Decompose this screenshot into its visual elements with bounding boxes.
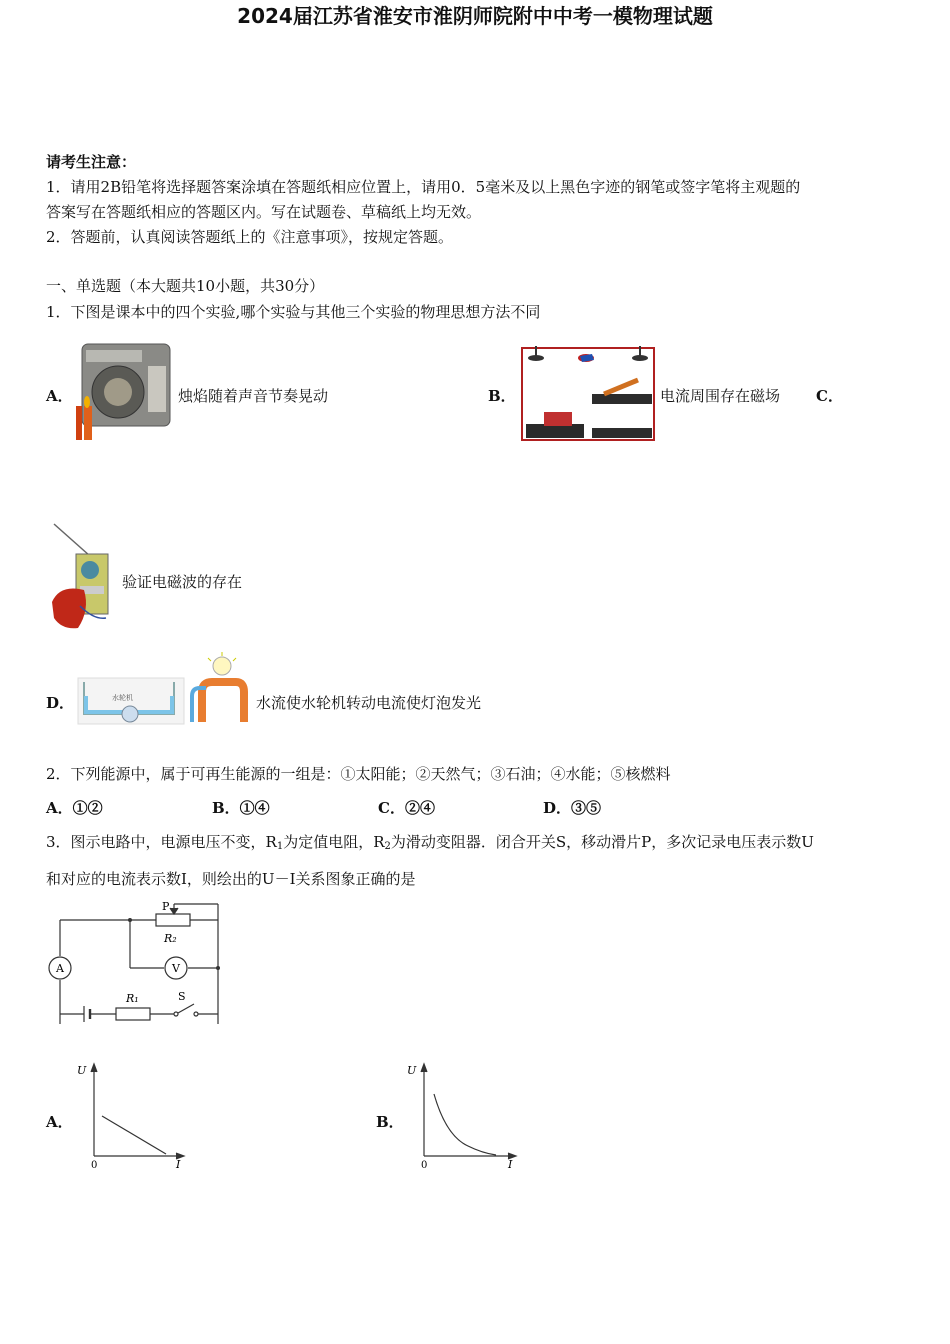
circuit-label-p: P: [162, 900, 170, 913]
question-3-stem-line-2: 和对应的电流表示数I，则绘出的U－I关系图象正确的是: [46, 870, 416, 888]
circuit-label-r1: R₁: [126, 992, 139, 1005]
q1-option-a-label: A．: [46, 387, 73, 405]
graph-b-axis-i: I: [508, 1158, 513, 1171]
notice-line-2: 2．答题前，认真阅读答题纸上的《注意事项》，按规定答题。: [46, 228, 454, 246]
graph-a: [74, 1060, 188, 1172]
graph-a-origin: 0: [91, 1160, 98, 1171]
q1-option-a-text: 烛焰随着声音节奏晃动: [178, 387, 329, 405]
q1-option-b-text: 电流周围存在磁场: [660, 387, 781, 405]
q2-option-d: D．③⑤: [543, 799, 602, 817]
graph-b-origin: 0: [421, 1160, 428, 1171]
graph-a-axis-i: I: [176, 1158, 181, 1171]
q1-option-d-label: D．: [46, 694, 75, 712]
turbine-label: 水轮机: [112, 694, 133, 702]
question-3-stem: 3．图示电路中，电源电压不变，$R_1$为定值电阻，$R_2$为滑动变阻器．闭合开关S，移动滑片P，多次记录电压表示数U: [46, 833, 814, 852]
notice-line-1b: 答案写在答题纸相应的答题区内。写在试题卷、草稿纸上均无效。: [46, 203, 482, 221]
question-2-stem: 2．下列能源中，属于可再生能源的一组是：①太阳能；②天然气；③石油；④水能；⑤核燃料: [46, 765, 671, 783]
page-title: 2024届江苏省淮安市淮阴师院附中中考一模物理试题: [237, 4, 713, 28]
notice-heading: 请考生注意：: [46, 153, 137, 171]
question-1-stem: 1．下图是课本中的四个实验,哪个实验与其他三个实验的物理思想方法不同: [46, 303, 541, 321]
circuit-label-s: S: [178, 990, 186, 1003]
graph-b: [404, 1060, 520, 1172]
q2-option-b: B．①④: [212, 799, 270, 817]
voltmeter-label: V: [172, 962, 180, 975]
graph-a-axis-u: U: [77, 1064, 87, 1077]
q1-option-b-label: B．: [488, 387, 516, 405]
notice-line-1: 1．请用2B铅笔将选择题答案涂填在答题纸相应位置上，请用0．5毫米及以上黑色字迹的钢笔或签字笔将主观题的: [46, 178, 801, 196]
q3-option-a-label: A．: [46, 1113, 73, 1131]
section-heading: 一、单选题（本大题共10小题，共30分）: [46, 277, 325, 295]
q1-option-c-label: C．: [816, 387, 843, 405]
radio-wave-figure: [50, 520, 116, 632]
q1-option-d-text: 水流使水轮机转动电流使灯泡发光: [256, 694, 482, 712]
circuit-diagram: [44, 898, 224, 1028]
water-turbine-figure: [76, 652, 254, 726]
q3-option-b-label: B．: [376, 1113, 404, 1131]
q2-option-c: C．②④: [378, 799, 435, 817]
q2-option-a: A．①②: [46, 799, 103, 817]
speaker-candle-figure: [74, 336, 174, 442]
circuit-label-r2: R₂: [164, 932, 177, 945]
graph-b-axis-u: U: [407, 1064, 417, 1077]
q1-option-c-text: 验证电磁波的存在: [122, 573, 243, 591]
ammeter-label: A: [56, 962, 64, 975]
oersted-experiment-figure: [520, 340, 656, 444]
